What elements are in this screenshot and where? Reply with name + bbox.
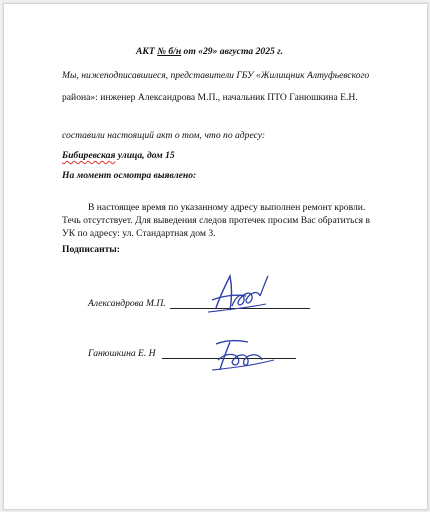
signatory-name-2: Ганюшкина Е. Н xyxy=(88,348,156,359)
act-title xyxy=(136,46,283,58)
signatories-heading: Подписанты: xyxy=(62,244,120,255)
body-line-2: Течь отсутствует. Для выведения следов протечек просим Вас обратиться в xyxy=(62,215,370,226)
act-title-date: от «29» августа 2025 г. xyxy=(181,46,283,57)
street-name: Бибиревская xyxy=(62,150,116,161)
signatory-name-1: Александрова М.П. xyxy=(88,298,166,309)
act-title-prefix: АКТ xyxy=(136,46,155,57)
document-page xyxy=(3,3,428,510)
intro-line-2: района»: инженер Александрова М.П., начальник ПТО Ганюшкина Е.Н. xyxy=(62,92,358,103)
act-statement: составили настоящий акт о том, что по адресу: xyxy=(62,130,266,141)
body-line-3: УК по адресу: ул. Стандартная дом 3. xyxy=(62,228,216,239)
address-line xyxy=(62,150,175,162)
act-number: № б/н xyxy=(157,46,182,57)
signature-2 xyxy=(204,330,284,380)
body-line-1: В настоящее время по указанному адресу выполнен ремонт кровли. xyxy=(88,202,366,213)
inspection-heading: На момент осмотра выявлено: xyxy=(62,170,197,181)
intro-line-1: Мы, нижеподписавшиеся, представители ГБУ «Жилищник Алтуфьевского xyxy=(62,70,370,81)
address-rest: улица, дом 15 xyxy=(115,150,175,161)
signature-1 xyxy=(202,266,282,326)
